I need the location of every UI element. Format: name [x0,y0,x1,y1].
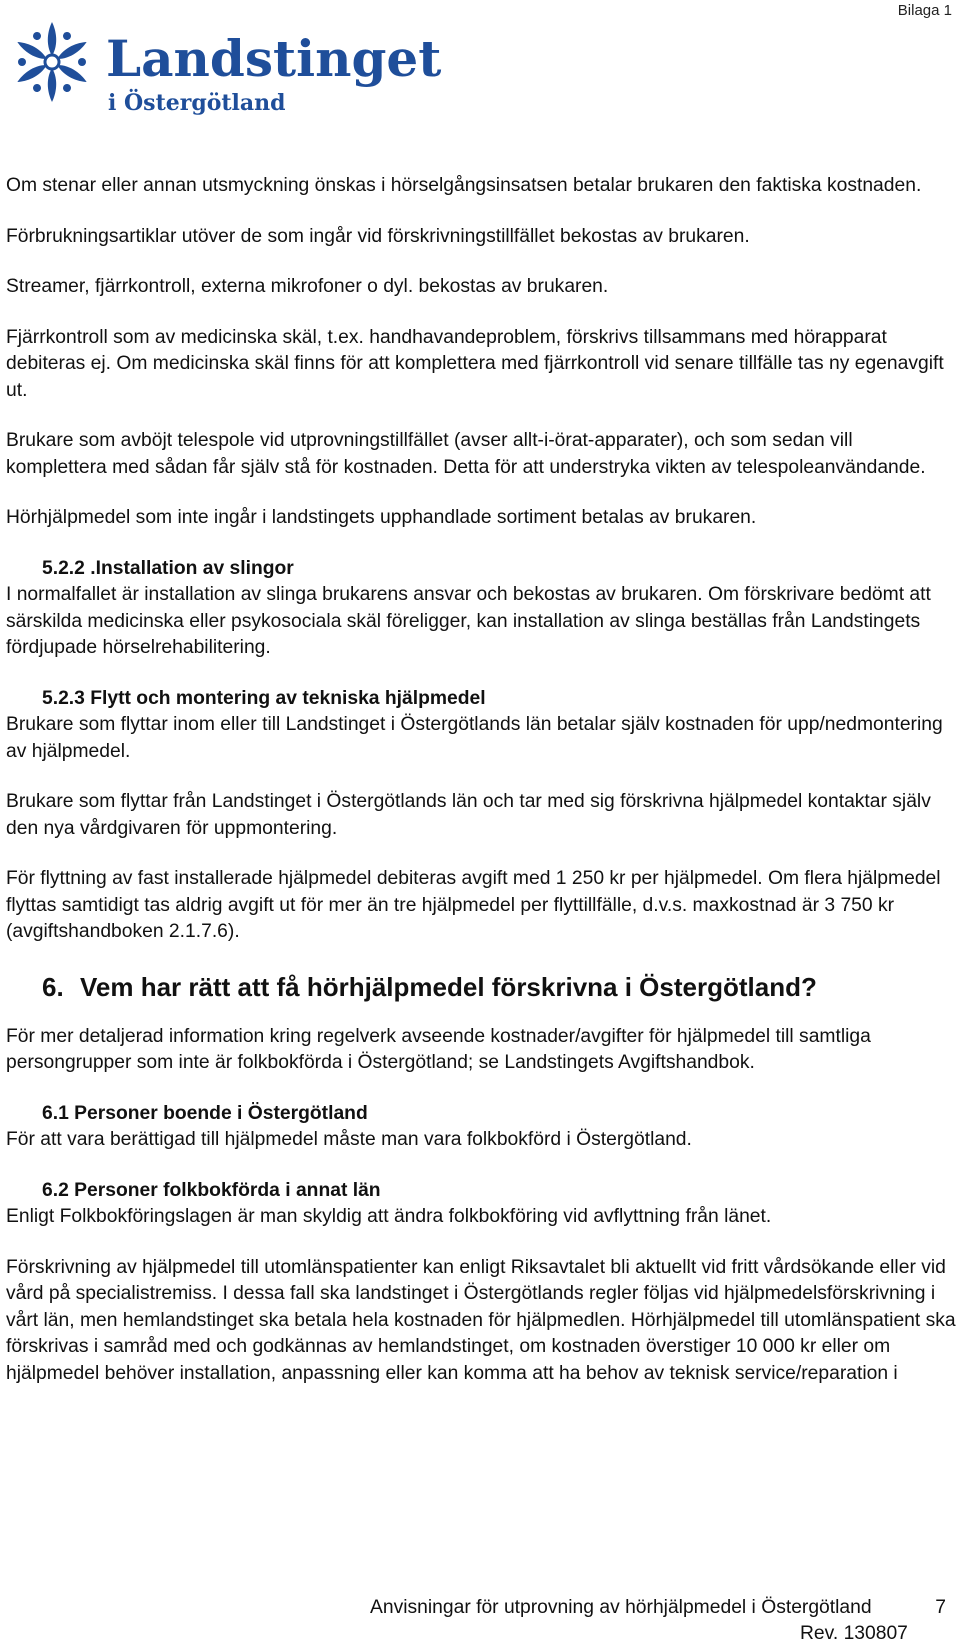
paragraph: Fjärrkontroll som av medicinska skäl, t.ex. handhavandeproblem, förskrivs tillsammans med hörapparat debiteras ej. Om medicinska skäl finns för att komplettera med fjärrkontroll vid senare tillfälle tas ny egenavgift ut. [6,326,944,401]
paragraph: I normalfallet är installation av slinga brukarens ansvar och bekostas av brukaren. Om förskrivare bedömt att särskilda medicinska eller psykosociala skäl föreligger, kan installation av slinga beställas från Landstingets fördjupade hörselrehabilitering. [6,584,931,658]
revision-label: Rev. 130807 [800,1623,908,1644]
section-heading-5-2-2: 5.2.2 .Installation av slingor [42,557,294,579]
footer-title: Anvisningar för utprovning av hörhjälpmedel i Östergötland [370,1597,872,1618]
paragraph: För flyttning av fast installerade hjälpmedel debiteras avgift med 1 250 kr per hjälpmedel. Om flera hjälpmedel flyttas samtidigt tas aldrig avgift ut för mer än tre hjälpmedel per flyttillfälle, d.v.s. maxkostnad är 3 750 kr (avgiftshandboken 2.1.7.6). [6,868,941,942]
document-body [6,173,956,1411]
paragraph: Brukare som avböjt telespole vid utprovningstillfället (avser allt-i-örat-apparater), och som sedan vill komplettera med sådan får själv stå för kostnaden. Detta för att understryka vikten av telespoleanvändande. [6,430,926,478]
attachment-label: Bilaga 1 [897,2,952,19]
paragraph: För mer detaljerad information kring regelverk avseende kostnader/avgifter för hjälpmedel till samtliga persongrupper som inte är folkbokförda i Östergötland; se Landstingets Avgiftshandbok. [6,1025,871,1073]
page-number: 7 [935,1597,946,1618]
chapter-title: Vem har rätt att få hörhjälpmedel förskrivna i Östergötland? [80,971,817,1002]
logo-subtitle: i Östergötland [108,90,286,116]
snowflake-emblem-icon [15,22,88,102]
paragraph: Hörhjälpmedel som inte ingår i landstingets upphandlade sortiment betalas av brukaren. [6,507,757,528]
landstinget-logo [6,14,446,124]
chapter-heading-6 [6,970,956,1004]
paragraph: Brukare som flyttar inom eller till Landstinget i Östergötlands län betalar själv kostnaden för upp/nedmontering av hjälpmedel. [6,714,943,762]
section-heading-6-2: 6.2 Personer folkbokförda i annat län [42,1179,381,1201]
paragraph: Om stenar eller annan utsmyckning önskas i hörselgångsinsatsen betalar brukaren den faktiska kostnaden. [6,175,922,196]
section-heading-6-1: 6.1 Personer boende i Östergötland [42,1102,368,1124]
page-footer [370,1595,950,1644]
chapter-number: 6. [42,971,64,1002]
paragraph: För att vara berättigad till hjälpmedel måste man vara folkbokförd i Östergötland. [6,1129,692,1150]
paragraph: Förbrukningsartiklar utöver de som ingår vid förskrivningstillfället bekostas av brukaren. [6,225,750,247]
paragraph: Enligt Folkbokföringslagen är man skyldig att ändra folkbokföring vid avflyttning från länet. [6,1206,772,1227]
paragraph: Förskrivning av hjälpmedel till utomlänspatienter kan enligt Riksavtalet bli aktuellt vid fritt vårdsökande eller vid vård på specialistremiss. I dessa fall ska landstinget i Östergötlands regler följas vid hjälpmedelsförskrivning i vårt län, men hemlandstinget ska betala hela kostnaden för hjälpmedlen. Hörhjälpmedel till utomlänspatient ska förskrivas i samråd med och godkännas av hemlandstinget, om kostnaden överstiger 10 000 kr eller om hjälpmedel behöver installation, anpassning eller kan komma att ha behov av teknisk service/reparation i [6,1256,956,1384]
section-heading-5-2-3: 5.2.3 Flytt och montering av tekniska hjälpmedel [42,687,486,709]
paragraph: Streamer, fjärrkontroll, externa mikrofoner o dyl. bekostas av brukaren. [6,276,609,297]
logo-wordmark: Landstinget [106,29,442,88]
paragraph: Brukare som flyttar från Landstinget i Östergötlands län och tar med sig förskrivna hjälpmedel kontaktar själv den nya vårdgivaren för uppmontering. [6,791,931,839]
